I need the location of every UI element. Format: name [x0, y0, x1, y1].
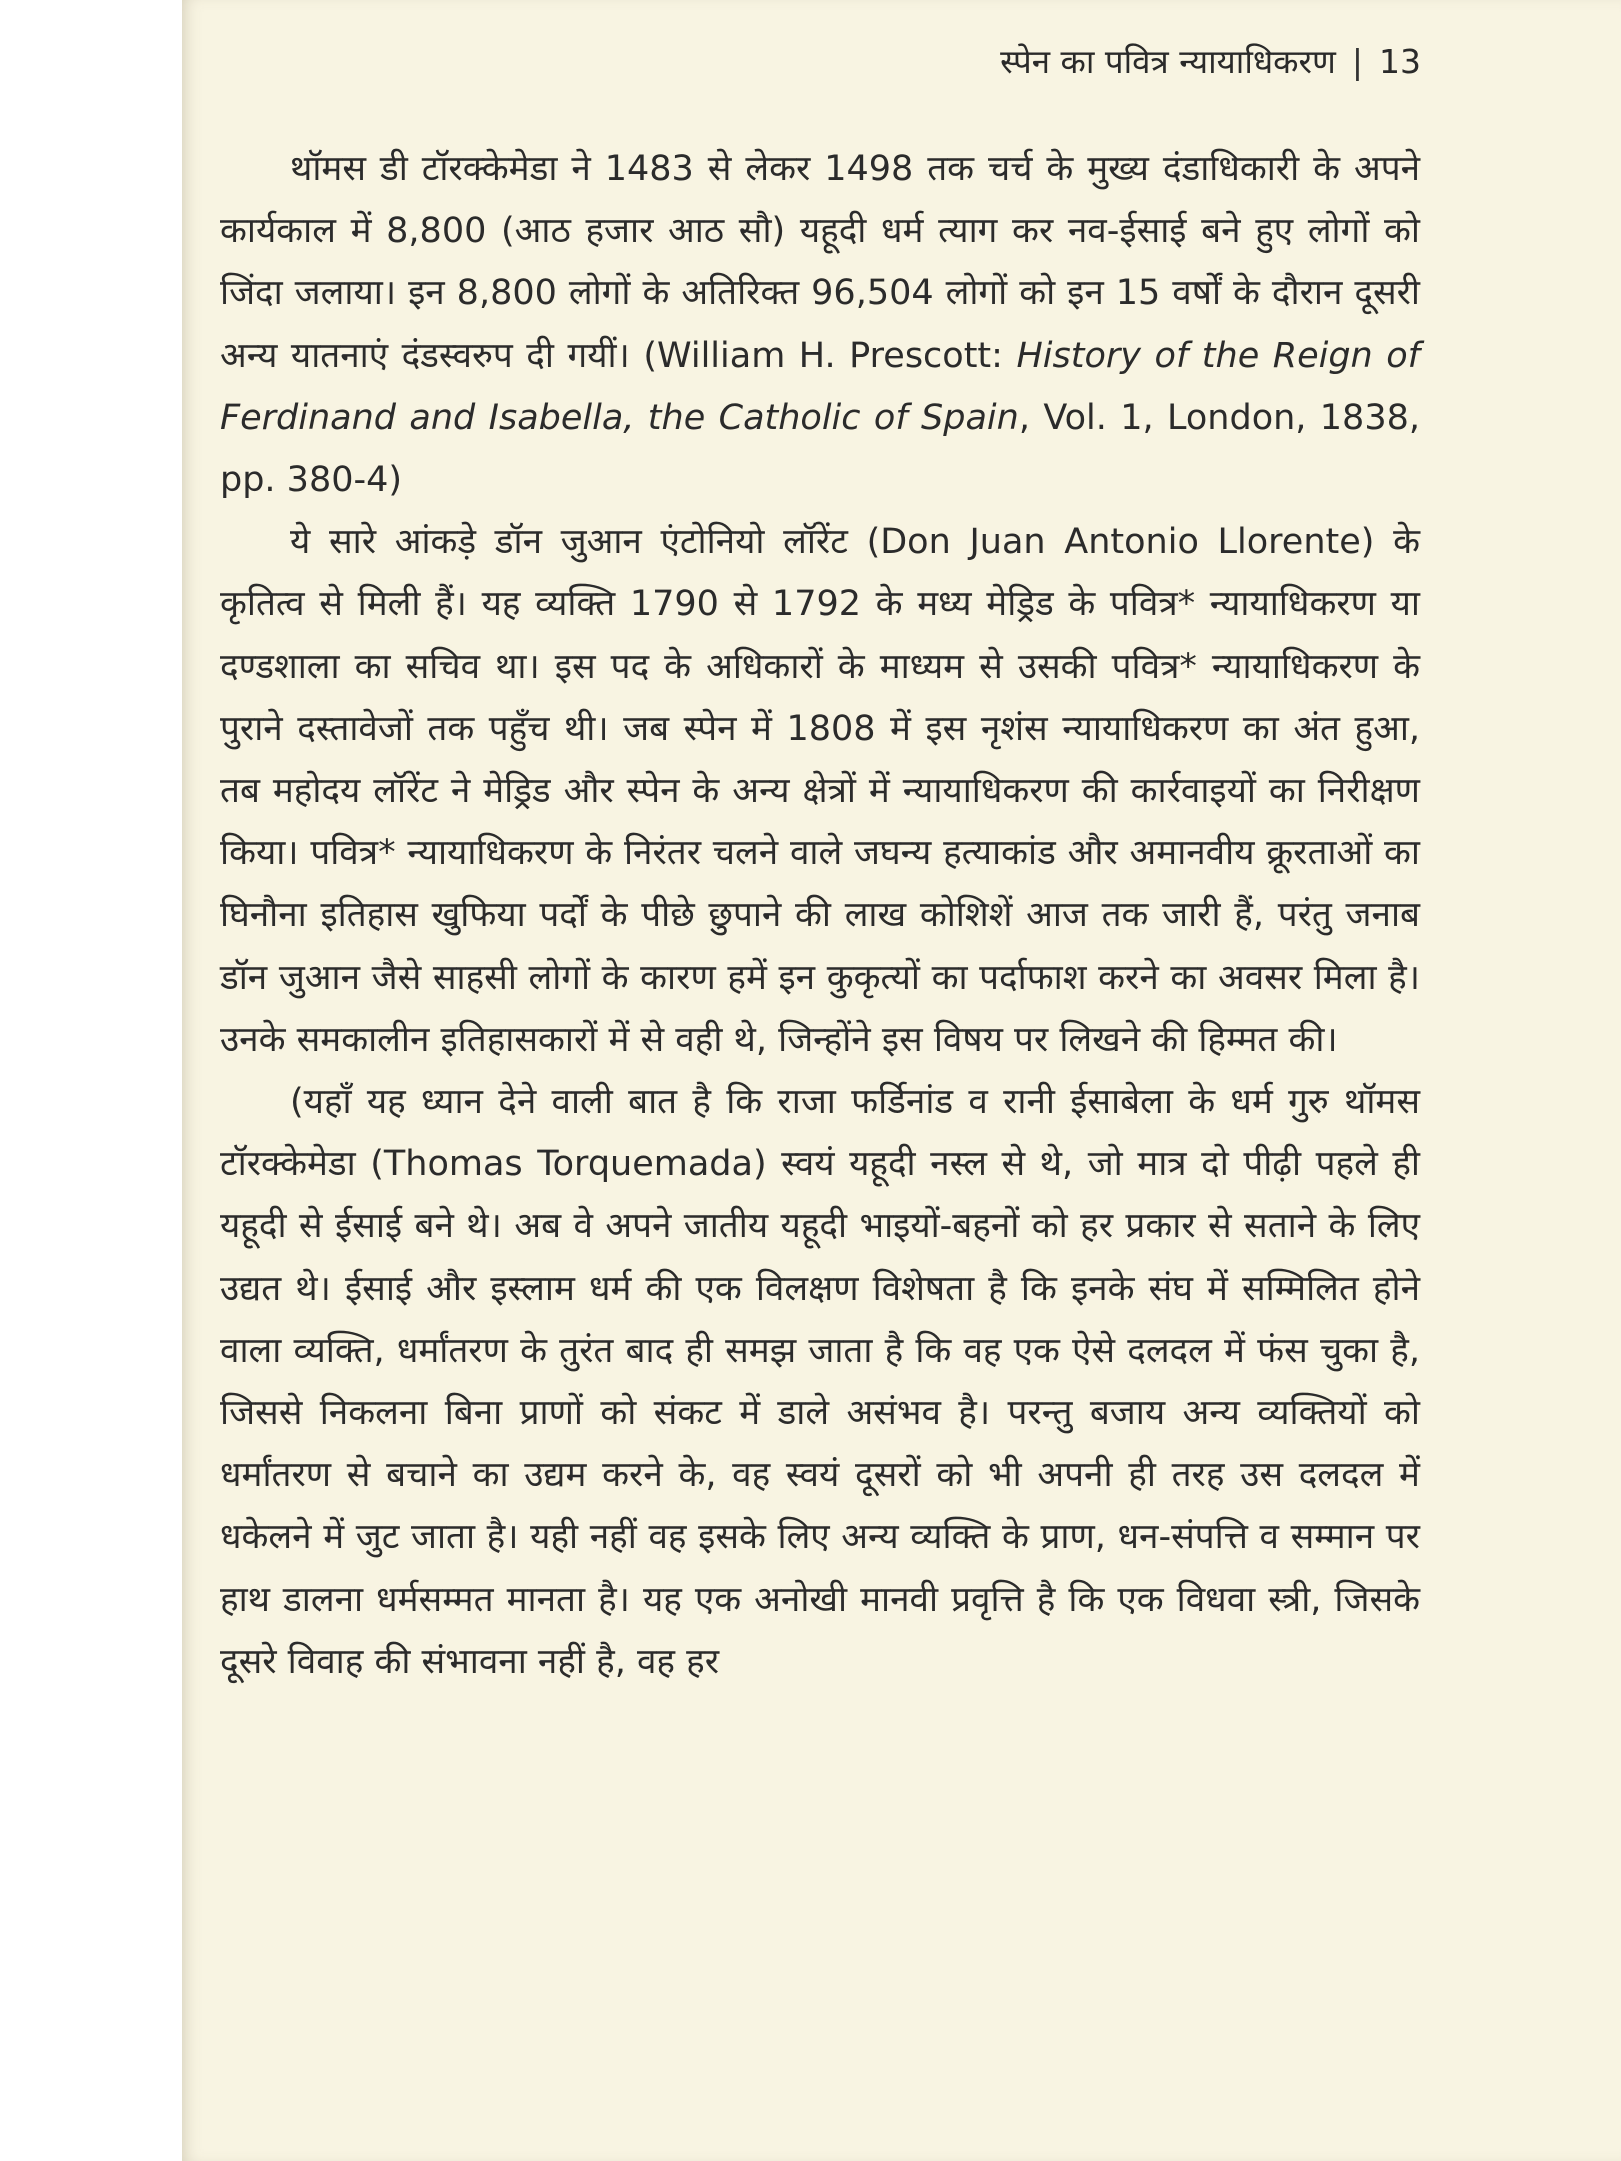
cited-book-title: History of the Reign of Ferdinand and Isabella, the Catholic of Spain — [220, 335, 1421, 438]
paragraph-torquemada-statistics — [220, 138, 1420, 511]
paragraph-conversion-note: (यहाँ यह ध्यान देने वाली बात है कि राजा फर्डिनांड व रानी ईसाबेला के धर्म गुरु थॉमस टॉरक्केमेडा (Thomas Torquemada) स्वयं यहूदी नस्ल से थे, जो मात्र दो पीढ़ी पहले ही यहूदी से ईसाई बने थे। अब वे अपने जातीय यहूदी भाइयों-बहनों को हर प्रकार से सताने के लिए उद्यत थे। ईसाई और इस्लाम धर्म की एक विलक्षण विशेषता है कि इनके संघ में सम्मिलित होने वाला व्यक्ति, धर्मांतरण के तुरंत बाद ही समझ जाता है कि वह एक ऐसे दलदल में फंस चुका है, जिससे निकलना बिना प्राणों को संकट में डाले असंभव है। परन्तु बजाय अन्य व्यक्तियों को धर्मांतरण से बचाने का उद्यम करने के, वह स्वयं दूसरों को भी अपनी ही तरह उस दलदल में धकेलने में जुट जाता है। यही नहीं वह इसके लिए अन्य व्यक्ति के प्राण, धन-संपत्ति व सम्मान पर हाथ डालना धर्मसम्मत मानता है। यह एक अनोखी मानवी प्रवृत्ति है कि एक विधवा स्त्री, जिसके दूसरे विवाह की संभावना नहीं है, वह हर — [220, 1082, 1420, 1682]
running-title: स्पेन का पवित्र न्यायाधिकरण — [1000, 42, 1336, 81]
scan-left-margin — [0, 0, 182, 2161]
paragraph-llorente: ये सारे आंकड़े डॉन जुआन एंटोनियो लॉरेंट (Don Juan Antonio Llorente) के कृतित्व से मिली हैं। यह व्यक्ति 1790 से 1792 के मध्य मेड्रिड के पवित्र* न्यायाधिकरण या दण्डशाला का सचिव था। इस पद के अधिकारों के माध्यम से उसकी पवित्र* न्यायाधिकरण के पुराने दस्तावेजों तक पहुँच थी। जब स्पेन में 1808 में इस नृशंस न्यायाधिकरण का अंत हुआ, तब महोदय लॉरेंट ने मेड्रिड और स्पेन के अन्य क्षेत्रों में न्यायाधिकरण की कार्रवाइयों का निरीक्षण किया। पवित्र* न्यायाधिकरण के निरंतर चलने वाले जघन्य हत्याकांड और अमानवीय क्रूरताओं का घिनौना इतिहास खुफिया पर्दों के पीछे छुपाने की लाख कोशिशें आज तक जारी हैं, परंतु जनाब डॉन जुआन जैसे साहसी लोगों के कारण हमें इन कुकृत्यों का पर्दाफाश करने का अवसर मिला है। उनके समकालीन इतिहासकारों में से वही थे, जिन्होंने इस विषय पर लिखने की हिम्मत की। — [220, 522, 1420, 1060]
body-text — [220, 138, 1420, 1693]
header-separator: | — [1351, 42, 1363, 81]
citation-details: , Vol. 1, London, 1838, pp. 380-4) — [220, 397, 1420, 501]
page-number: 13 — [1379, 42, 1421, 81]
running-header — [1000, 38, 1421, 83]
paragraph-1-text: थॉमस डी टॉरक्केमेडा ने 1483 से लेकर 1498 तक चर्च के मुख्य दंडाधिकारी के अपने कार्यकाल में 8,800 (आठ हजार आठ सौ) यहूदी धर्म त्याग कर नव-ईसाई बने हुए लोगों को जिंदा जलाया। इन 8,800 लोगों के अतिरिक्त 96,504 लोगों को इन 15 वर्षों के दौरान दूसरी अन्य यातनाएं दंडस्वरुप दी गयीं। (William H. Prescott: — [220, 149, 1420, 376]
book-page — [182, 0, 1621, 2161]
